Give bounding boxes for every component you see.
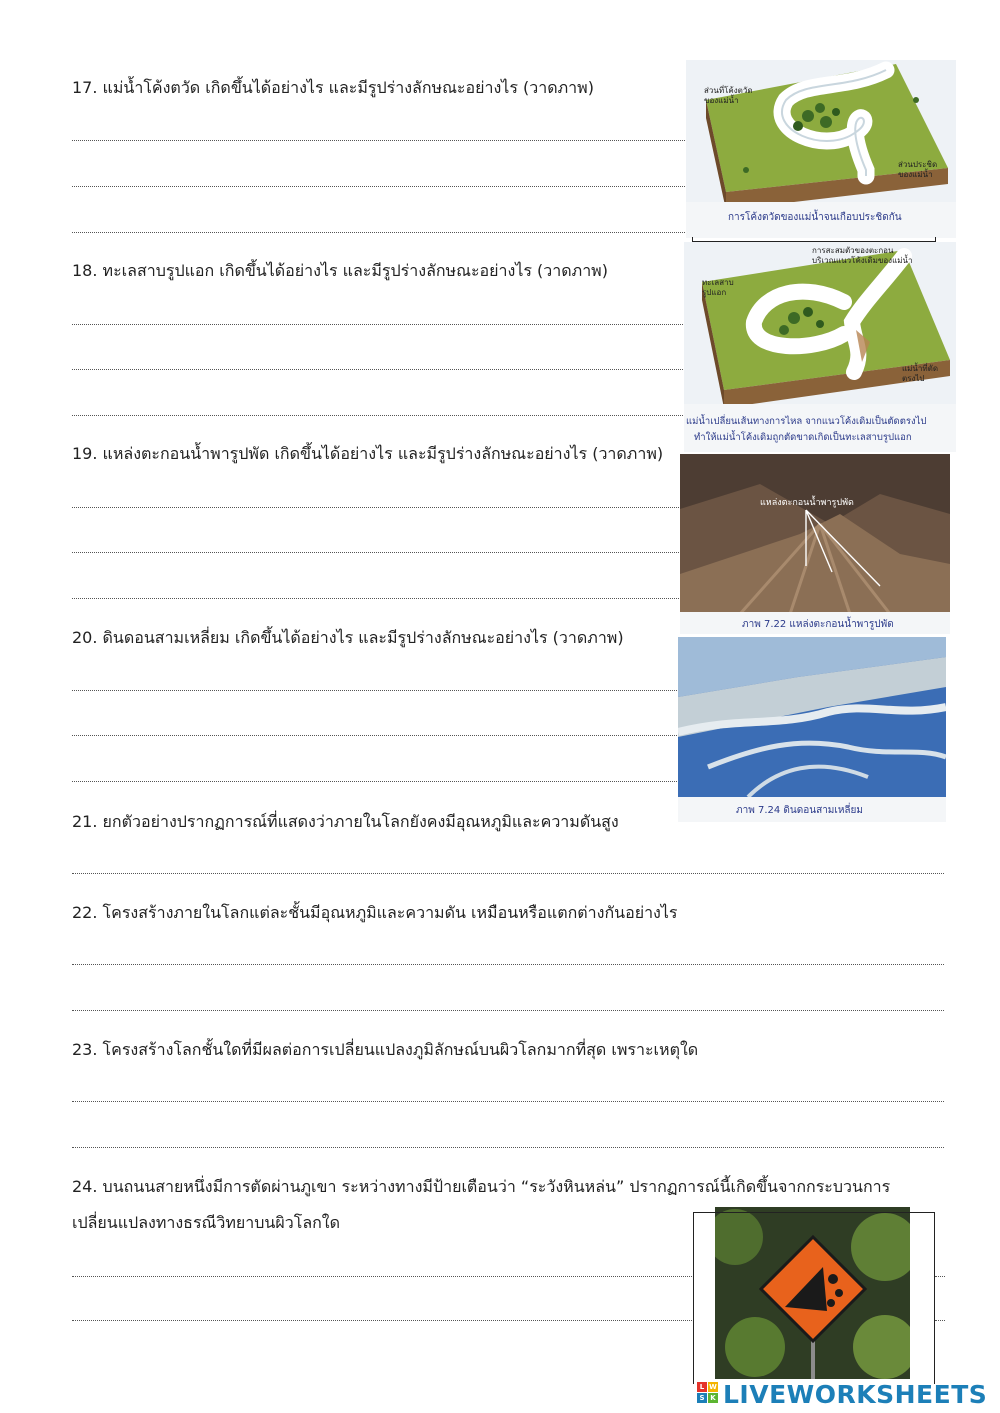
answer-line[interactable] [72, 781, 679, 782]
answer-line[interactable] [72, 1101, 944, 1102]
answer-line-end [935, 1276, 945, 1277]
oxbow-caption-line1: แม่น้ำเปลี่ยนเส้นทางการไหล จากแนวโค้งเดิมเป็นตัดตรงไป [686, 416, 927, 427]
oxbow-label-right: แม่น้ำที่ตัด ตรงไป [902, 364, 939, 383]
answer-line[interactable] [72, 873, 944, 874]
delta-photo [678, 637, 946, 822]
question-20: 20. ดินดอนสามเหลี่ยม เกิดขึ้นได้อย่างไร และมีรูปร่างลักษณะอย่างไร (วาดภาพ) [72, 628, 624, 647]
answer-line[interactable] [72, 324, 687, 325]
alluvial-fan-photo [680, 454, 950, 634]
meander-caption: การโค้งตวัดของแม่น้ำจนเกือบประชิดกัน [728, 212, 902, 223]
question-17: 17. แม่น้ำโค้งตวัด เกิดขึ้นได้อย่างไร และมีรูปร่างลักษณะอย่างไร (วาดภาพ) [72, 78, 594, 97]
answer-line[interactable] [72, 1010, 944, 1011]
answer-line[interactable] [72, 232, 687, 233]
oxbow-label-top: การสะสมตัวของตะกอน บริเวณแนวโค้งเดิมของแม่น้ำ [812, 246, 913, 265]
answer-line-end [935, 1320, 945, 1321]
question-23: 23. โครงสร้างโลกชั้นใดที่มีผลต่อการเปลี่ยนแปลงภูมิลักษณ์บนผิวโลกมากที่สุด เพราะเหตุใด [72, 1040, 699, 1059]
answer-line[interactable] [72, 690, 679, 691]
answer-line[interactable] [72, 140, 687, 141]
question-24: 24. บนถนนสายหนึ่งมีการตัดผ่านภูเขา ระหว่างทางมีป้ายเตือนว่า “ระวังหินหล่น” ปรากฏการณ์นี้เกิดขึ้นจากกระบวนการ [72, 1177, 891, 1196]
figure-frame [693, 1212, 935, 1384]
question-24-continued: เปลี่ยนแปลงทางธรณีวิทยาบนผิวโลกใด [72, 1213, 341, 1232]
answer-line[interactable] [72, 415, 687, 416]
meander-label-left: ส่วนที่โค้งตวัด ของแม่น้ำ [704, 86, 753, 105]
answer-line[interactable] [72, 507, 679, 508]
answer-line[interactable] [72, 552, 679, 553]
liveworksheets-logo [697, 1380, 987, 1408]
answer-line[interactable] [72, 964, 944, 965]
question-22: 22. โครงสร้างภายในโลกแต่ละชั้นมีอุณหภูมิและความดัน เหมือนหรือแตกต่างกันอย่างไร [72, 903, 678, 922]
meander-river-figure [686, 60, 956, 238]
meander-label-right: ส่วนประชิด ของแม่น้ำ [898, 160, 938, 179]
answer-line[interactable] [72, 1147, 944, 1148]
answer-line[interactable] [72, 598, 679, 599]
oxbow-lake-figure [684, 242, 956, 452]
delta-caption: ภาพ 7.24 ดินดอนสามเหลี่ยม [736, 805, 863, 816]
question-18: 18. ทะเลสาบรูปแอก เกิดขึ้นได้อย่างไร และมีรูปร่างลักษณะอย่างไร (วาดภาพ) [72, 261, 608, 280]
answer-line[interactable] [72, 369, 687, 370]
logo-text: LIVEWORKSHEETS [723, 1379, 988, 1409]
answer-line[interactable] [72, 735, 679, 736]
oxbow-caption-line2: ทำให้แม่น้ำโค้งเดิมถูกตัดขาดเกิดเป็นทะเลสาบรูปแอก [694, 432, 912, 443]
oxbow-label-left: ทะเลสาบ รูปแอก [702, 278, 734, 297]
alluvial-fan-caption: ภาพ 7.22 แหล่งตะกอนน้ำพารูปพัด [742, 619, 894, 630]
answer-line[interactable] [72, 1320, 692, 1321]
question-19: 19. แหล่งตะกอนน้ำพารูปพัด เกิดขึ้นได้อย่างไร และมีรูปร่างลักษณะอย่างไร (วาดภาพ) [72, 444, 664, 463]
question-21: 21. ยกตัวอย่างปรากฏการณ์ที่แสดงว่าภายในโลกยังคงมีอุณหภูมิและความดันสูง [72, 812, 619, 831]
answer-line[interactable] [72, 1276, 692, 1277]
answer-line[interactable] [72, 186, 687, 187]
logo-mark-icon: L W S K [697, 1382, 721, 1406]
alluvial-fan-label: แหล่งตะกอนน้ำพารูปพัด [760, 498, 854, 508]
